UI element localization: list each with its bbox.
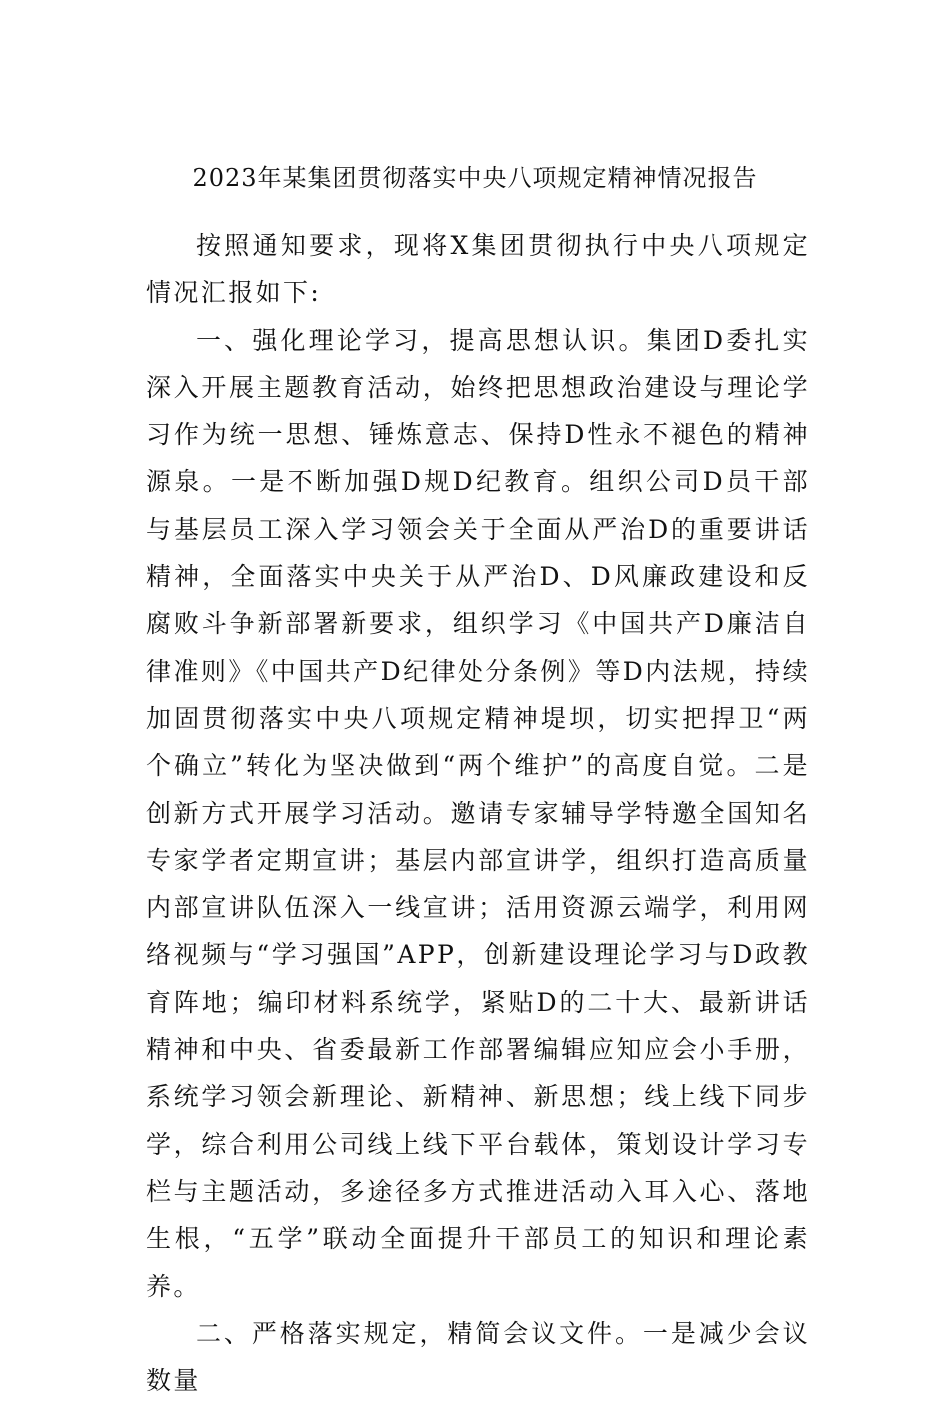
document-body	[146, 222, 810, 1404]
paragraph-intro: 按照通知要求，现将X集团贯彻执行中央八项规定情况汇报如下:	[146, 231, 810, 308]
document-title: 2023年某集团贯彻落实中央八项规定精神情况报告	[192, 164, 758, 192]
paragraph-section-one: 一、强化理论学习，提高思想认识。集团D委扎实深入开展主题教育活动，始终把思想政治建设与理论学习作为统一思想、锤炼意志、保持D性永不褪色的精神源泉。一是不断加强D规D纪教育。组织公司D员干部与基层员工深入学习领会关于全面从严治D的重要讲话精神，全面落实中央关于从严治D、D风廉政建设和反腐败斗争新部署新要求，组织学习《中国共产D廉洁自律准则》《中国共产D纪律处分条例》等D内法规，持续加固贯彻落实中央八项规定精神堤坝，切实把捍卫“两个确立”转化为坚决做到“两个维护”的高度自觉。二是创新方式开展学习活动。邀请专家辅导学特邀全国知名专家学者定期宣讲；基层内部宣讲学，组织打造高质量内部宣讲队伍深入一线宣讲；活用资源云端学，利用网络视频与“学习强国”APP，创新建设理论学习与D政教育阵地；编印材料系统学，紧贴D的二十大、最新讲话精神和中央、省委最新工作部署编辑应知应会小手册，系统学习领会新理论、新精神、新思想；线上线下同步学，综合利用公司线上线下平台载体，策划设计学习专栏与主题活动，多途径多方式推进活动入耳入心、落地生根，“五学”联动全面提升干部员工的知识和理论素养。	[146, 325, 810, 1301]
paragraph-section-two: 二、严格落实规定，精简会议文件。一是减少会议数量	[146, 1318, 810, 1396]
